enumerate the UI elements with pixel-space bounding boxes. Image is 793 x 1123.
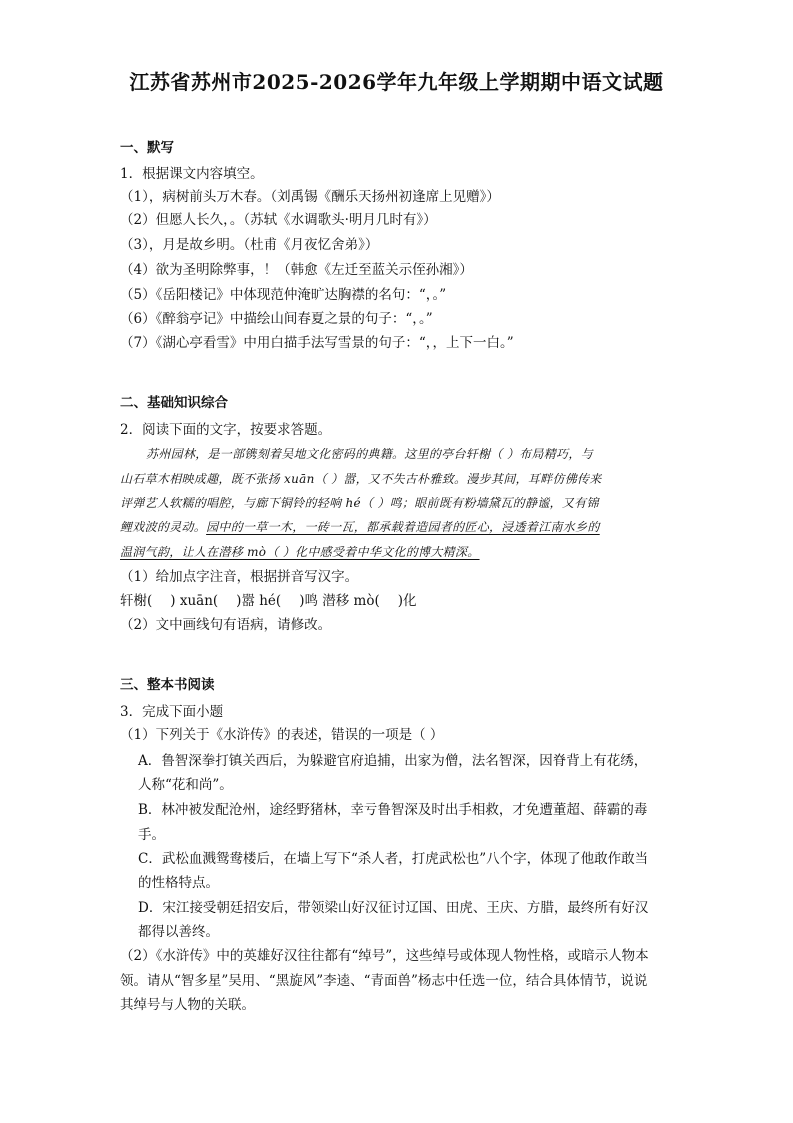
option-d-line-2: 都得以善终。 bbox=[138, 924, 219, 940]
question-1-item-3: （3），月是故乡明。（杜甫《月夜忆舍弟》） bbox=[120, 237, 379, 253]
answer-hua: )化 bbox=[397, 593, 417, 609]
question-3-sub-2-line-2: 领。请从“智多星”吴用、“黑旋风”李逵、“青面兽”杨志中任选一位，结合具体情节，说说 bbox=[120, 973, 648, 989]
question-1-item-5: （5）《岳阳楼记》中体现范仲淹旷达胸襟的名句：“，。” bbox=[120, 287, 447, 303]
question-2-sub-2: （2）文中画线句有语病，请修改。 bbox=[120, 617, 332, 633]
question-1-item-6: （6）《醉翁亭记》中描绘山间春夏之景的句子：“，。” bbox=[120, 311, 433, 327]
underlined-sentence-part-2: 温润气韵，让人在潜移 mò（ ）化中感受着中华文化的博大精深。 bbox=[120, 545, 480, 559]
underlined-sentence-part-1: 园中的一草一木，一砖一瓦，都承载着造园者的匠心，浸透着江南水乡的 bbox=[206, 520, 600, 534]
answer-xuanxie: 轩榭( bbox=[120, 593, 153, 609]
section-heading-1: 一、默写 bbox=[120, 140, 174, 156]
passage-line-3: 评弹艺人软糯的唱腔，与廊下铜铃的轻响 hé（ ）鸣；眼前既有粉墙黛瓦的静谧，又有锦 bbox=[120, 496, 599, 510]
question-1-prompt: 1．根据课文内容填空。 bbox=[120, 166, 264, 182]
option-a-line-1: A．鲁智深拳打镇关西后，为躲避官府追捕，出家为僧，法名智深，因脊背上有花绣， bbox=[138, 753, 648, 769]
question-2-prompt: 2．阅读下面的文字，按要求答题。 bbox=[120, 422, 332, 438]
option-b-line-2: 手。 bbox=[138, 827, 165, 843]
passage-line-1: 苏州园林，是一部镌刻着吴地文化密码的典籍。这里的亭台轩榭（ ）布局精巧，与 bbox=[146, 447, 593, 461]
answer-xuan: ) xuān( bbox=[170, 593, 219, 609]
option-b-line-1: B．林冲被发配沧州，途经野猪林，幸亏鲁智深及时出手相救，才免遭董超、薛霸的毒 bbox=[138, 802, 648, 818]
question-3-sub-2-line-1: （2）《水浒传》中的英雄好汉往往都有“绰号”，这些绰号或体现人物性格，或暗示人物本 bbox=[120, 948, 649, 964]
passage-line-4 bbox=[120, 518, 600, 536]
question-3-sub-2-line-3: 其绰号与人物的关联。 bbox=[120, 997, 255, 1013]
passage-line-2: 山石草木相映成趣，既不张扬 xuān（ ）嚣，又不失古朴雅致。漫步其间，耳畔仿佛传来 bbox=[120, 472, 602, 486]
section-heading-3: 三、整本书阅读 bbox=[120, 677, 215, 693]
answer-mo: )鸣 潜移 mò( bbox=[299, 593, 380, 609]
question-1-item-7: （7）《湖心亭看雪》中用白描手法写雪景的句子：“，，上下一白。” bbox=[120, 335, 514, 351]
option-a-line-2: 人称“花和尚”。 bbox=[138, 777, 233, 793]
answer-he: )嚣 hé( bbox=[236, 593, 282, 609]
question-2-sub-1: （1）给加点字注音，根据拼音写汉字。 bbox=[120, 569, 359, 585]
page-title: 江苏省苏州市2025-2026学年九年级上学期期中语文试题 bbox=[129, 70, 664, 94]
question-3-prompt: 3．完成下面小题 bbox=[120, 704, 224, 720]
question-1-item-4: （4）欲为圣明除弊事，！（韩愈《左迁至蓝关示侄孙湘》） bbox=[120, 262, 473, 278]
option-c-line-1: C．武松血溅鸳鸯楼后，在墙上写下“杀人者，打虎武松也”八个字，体现了他敢作敢当 bbox=[138, 851, 649, 867]
question-2-answer-line bbox=[120, 592, 417, 610]
question-1-item-1: （1），病树前头万木春。（刘禹锡《酬乐天扬州初逢席上见赠》） bbox=[120, 189, 500, 205]
option-d-line-1: D．宋江接受朝廷招安后，带领梁山好汉征讨辽国、田虎、王庆、方腊，最终所有好汉 bbox=[138, 900, 649, 916]
question-1-item-2: （2）但愿人长久，。（苏轼《水调歌头·明月几时有》） bbox=[120, 212, 437, 228]
option-c-line-2: 的性格特点。 bbox=[138, 875, 219, 891]
passage-line-4-plain: 鲤戏波的灵动。 bbox=[120, 520, 207, 534]
section-heading-2: 二、基础知识综合 bbox=[120, 395, 228, 411]
question-3-sub-1: （1）下列关于《水浒传》的表述，错误的一项是（ ） bbox=[120, 727, 444, 743]
